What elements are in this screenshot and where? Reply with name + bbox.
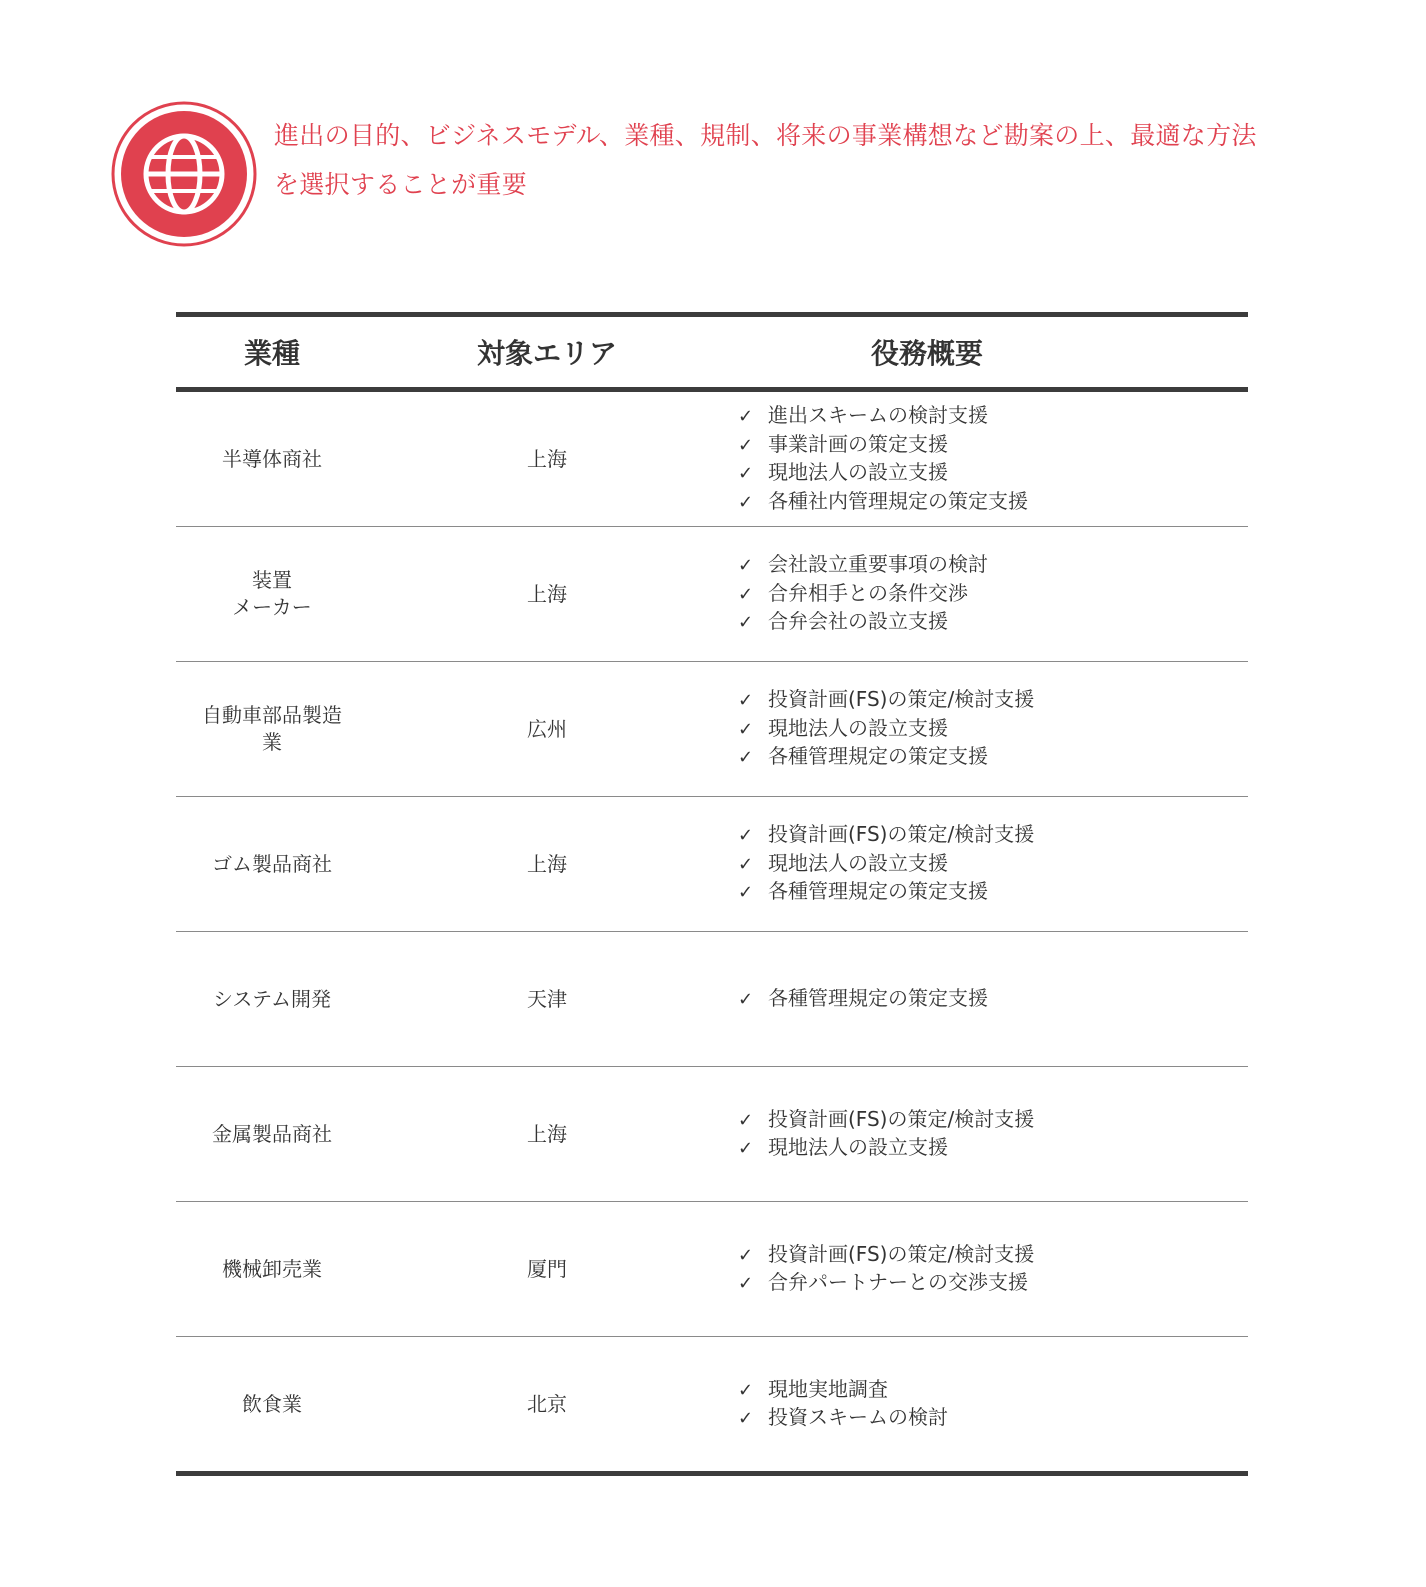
industry-cell: ゴム製品商社 xyxy=(212,851,332,876)
role-text: 各種管理規定の策定支援 xyxy=(768,985,988,1010)
area-cell: 上海 xyxy=(527,1121,567,1146)
check-icon: ✓ xyxy=(738,463,754,484)
table-row xyxy=(176,932,1248,1067)
globe-icon xyxy=(111,101,257,247)
industry-cell: 金属製品商社 xyxy=(212,1121,332,1146)
check-icon: ✓ xyxy=(738,747,754,769)
role-text: 投資計画(FS)の策定/検討支援 xyxy=(768,822,1035,847)
table-header xyxy=(176,312,1248,392)
role-item xyxy=(738,715,1034,744)
role-text: 合弁パートナーとの交渉支援 xyxy=(768,1270,1028,1294)
role-list xyxy=(738,1241,1034,1298)
check-icon: ✓ xyxy=(738,491,754,513)
role-item xyxy=(738,459,1028,488)
area-cell: 北京 xyxy=(527,1391,567,1416)
check-icon: ✓ xyxy=(738,612,754,634)
role-text: 各種管理規定の策定支援 xyxy=(768,879,988,904)
table-row xyxy=(176,527,1248,662)
role-text: 各種社内管理規定の策定支援 xyxy=(768,488,1028,513)
role-text: 合弁相手との条件交渉 xyxy=(768,580,968,605)
check-icon: ✓ xyxy=(738,882,754,904)
role-text: 現地法人の設立支援 xyxy=(768,460,948,484)
check-icon: ✓ xyxy=(738,1408,754,1429)
role-text: 事業計画の策定支援 xyxy=(768,431,948,456)
role-list xyxy=(738,1106,1034,1163)
role-text: 投資スキームの検討 xyxy=(768,1405,948,1429)
role-item xyxy=(738,1269,1034,1298)
table-row xyxy=(176,392,1248,527)
check-icon: ✓ xyxy=(738,825,754,847)
check-icon: ✓ xyxy=(738,718,754,740)
role-text: 会社設立重要事項の検討 xyxy=(768,552,988,577)
role-text: 投資計画(FS)の策定/検討支援 xyxy=(768,1241,1035,1266)
role-item xyxy=(738,821,1034,850)
table-row xyxy=(176,1337,1248,1476)
industry-cell: 自動車部品製造 業 xyxy=(202,703,342,754)
industry-cell: 装置 メーカー xyxy=(232,568,312,619)
role-item xyxy=(738,743,1034,772)
table-row xyxy=(176,1202,1248,1337)
role-text: 現地実地調査 xyxy=(768,1376,888,1401)
role-text: 現地法人の設立支援 xyxy=(768,715,948,740)
role-item xyxy=(738,1134,1034,1163)
check-icon: ✓ xyxy=(738,853,754,875)
check-icon: ✓ xyxy=(738,690,754,712)
case-table xyxy=(176,312,1248,1476)
role-list xyxy=(738,402,1028,516)
role-item xyxy=(738,431,1028,460)
role-item xyxy=(738,608,988,637)
area-cell: 厦門 xyxy=(527,1256,567,1281)
tagline: 進出の目的、ビジネスモデル、業種、規制、将来の事業構想など勘案の上、最適な方法を選択することが重要 xyxy=(274,121,1257,199)
role-item xyxy=(738,402,1028,431)
role-item xyxy=(738,1241,1034,1270)
role-item xyxy=(738,1404,948,1433)
role-text: 合弁会社の設立支援 xyxy=(768,609,948,634)
check-icon: ✓ xyxy=(738,583,754,605)
role-text: 現地法人の設立支援 xyxy=(768,1135,948,1159)
industry-cell: システム開発 xyxy=(213,986,331,1011)
role-item xyxy=(738,488,1028,517)
area-cell: 上海 xyxy=(527,446,567,471)
check-icon: ✓ xyxy=(738,1244,754,1266)
header xyxy=(111,101,1271,247)
table-row xyxy=(176,662,1248,797)
role-item xyxy=(738,551,988,580)
role-text: 投資計画(FS)の策定/検討支援 xyxy=(768,1106,1035,1131)
industry-cell: 半導体商社 xyxy=(222,446,322,471)
role-text: 投資計画(FS)の策定/検討支援 xyxy=(768,687,1035,712)
role-list xyxy=(738,821,1034,907)
column-header-area: 対象エリア xyxy=(476,337,617,370)
role-text: 各種管理規定の策定支援 xyxy=(768,744,988,769)
role-text: 現地法人の設立支援 xyxy=(768,850,948,875)
industry-cell: 飲食業 xyxy=(242,1391,302,1416)
check-icon: ✓ xyxy=(738,1138,754,1159)
table-body xyxy=(176,392,1248,1476)
check-icon: ✓ xyxy=(738,1379,754,1401)
table-row xyxy=(176,797,1248,932)
role-text: 進出スキームの検討支援 xyxy=(768,403,988,427)
role-item xyxy=(738,985,988,1014)
area-cell: 天津 xyxy=(527,986,567,1011)
role-list xyxy=(738,551,988,637)
industry-cell: 機械卸売業 xyxy=(222,1256,322,1281)
check-icon: ✓ xyxy=(738,1273,754,1294)
role-list xyxy=(738,686,1034,772)
area-cell: 上海 xyxy=(527,851,567,876)
role-list xyxy=(738,985,988,1014)
role-item xyxy=(738,580,988,609)
role-item xyxy=(738,1376,948,1405)
table-row xyxy=(176,1067,1248,1202)
check-icon: ✓ xyxy=(738,988,754,1010)
check-icon: ✓ xyxy=(738,406,754,427)
check-icon: ✓ xyxy=(738,1109,754,1131)
column-header-role: 役務概要 xyxy=(870,337,983,370)
area-cell: 広州 xyxy=(527,716,567,741)
check-icon: ✓ xyxy=(738,434,754,456)
role-item xyxy=(738,1106,1034,1135)
role-item xyxy=(738,850,1034,879)
column-header-industry: 業種 xyxy=(243,337,300,370)
role-item xyxy=(738,878,1034,907)
area-cell: 上海 xyxy=(527,581,567,606)
role-item xyxy=(738,686,1034,715)
role-list xyxy=(738,1376,948,1433)
check-icon: ✓ xyxy=(738,555,754,577)
